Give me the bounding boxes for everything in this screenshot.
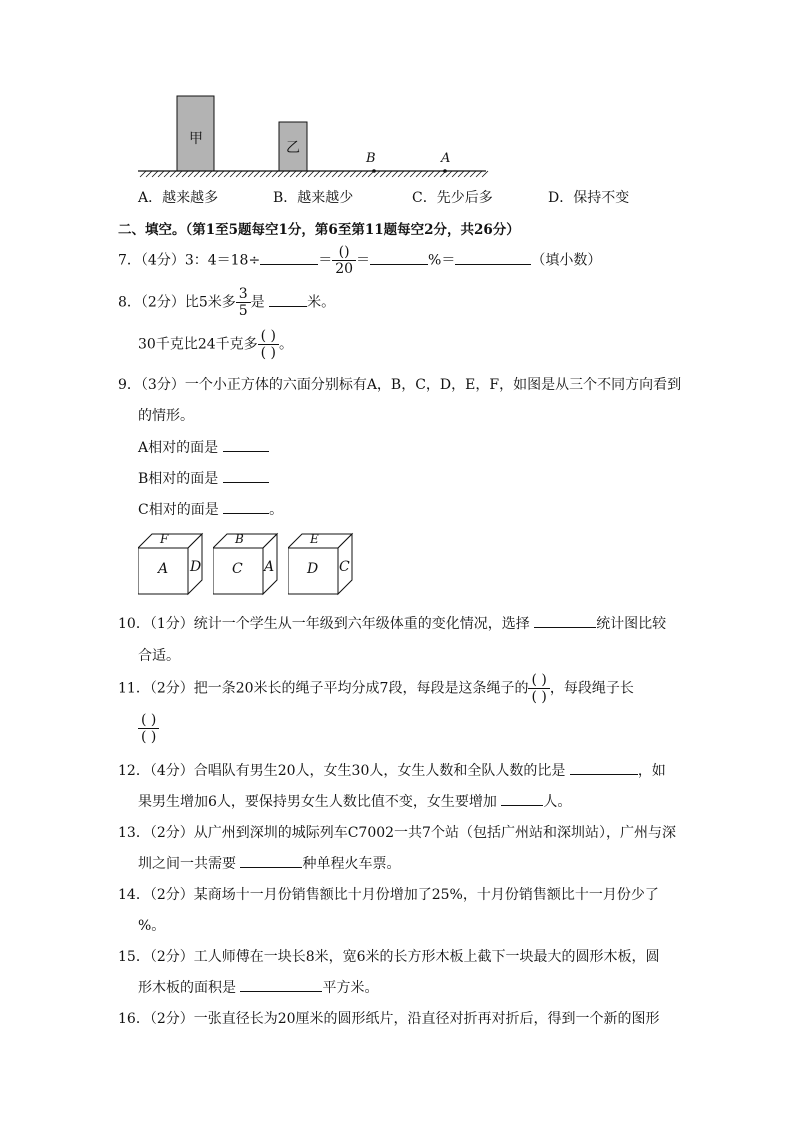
ground-hatching <box>140 171 488 177</box>
hatch-line <box>230 171 236 177</box>
q8-line2-num[interactable]: ( ) <box>258 328 279 345</box>
hatch-line <box>284 171 290 177</box>
question-8-line-1 <box>118 286 335 319</box>
hatch-line <box>344 171 350 177</box>
q13-line-1: 13．（2分）从广州到深圳的城际列车C7002一共7个站（包括广州站和深圳站），广州与深 <box>118 825 676 841</box>
q11-fraction-1 <box>528 672 549 705</box>
q12-line2-suffix: 人。 <box>543 794 572 810</box>
hatch-line <box>140 171 146 177</box>
q12-line-2 <box>138 791 571 811</box>
q13-blank[interactable] <box>240 853 302 868</box>
q11-fraction-2 <box>138 712 159 745</box>
point-a-label: A <box>441 151 451 166</box>
cube-2 <box>213 532 279 600</box>
q12-blank-2[interactable] <box>501 791 543 806</box>
hatch-line <box>338 171 344 177</box>
hatch-line <box>194 171 200 177</box>
hatch-line <box>434 171 440 177</box>
hatch-line <box>428 171 434 177</box>
hatch-line <box>236 171 242 177</box>
hatch-line <box>362 171 368 177</box>
hatch-line <box>398 171 404 177</box>
q12-line2-prefix: 果男生增加6人，要保持男女生人数比值不变，女生要增加 <box>138 794 497 810</box>
hatch-line <box>452 171 458 177</box>
hatch-line <box>176 171 182 177</box>
q8-blank-1[interactable] <box>269 292 307 307</box>
q7-frac-num[interactable]: () <box>332 244 356 261</box>
q15-line2-suffix: 平方米。 <box>322 980 379 996</box>
q9-c-face-end: 。 <box>269 502 284 518</box>
hatch-line <box>326 171 332 177</box>
q12-suffix: ，如 <box>637 763 666 779</box>
hatch-line <box>296 171 302 177</box>
hatch-line <box>314 171 320 177</box>
hatch-line <box>350 171 356 177</box>
hatch-line <box>146 171 152 177</box>
cube-2-side: A <box>264 559 275 575</box>
cube-3 <box>288 532 354 600</box>
hatch-line <box>278 171 284 177</box>
hatch-line <box>200 171 206 177</box>
q13-line2-suffix: 种单程火车票。 <box>302 856 401 872</box>
q11-frac1-num[interactable]: ( ) <box>528 672 549 689</box>
q10-line-1 <box>118 613 666 633</box>
q10-prefix: 10．（1分）统计一个学生从一年级到六年级体重的变化情况，选择 <box>118 616 530 632</box>
cube-1-front: A <box>158 561 169 577</box>
hatch-line <box>290 171 296 177</box>
q6-figure <box>130 90 500 180</box>
cube-2-top: B <box>235 532 244 546</box>
hatch-line <box>422 171 428 177</box>
q15-line-2 <box>138 977 378 997</box>
block-yi-label: 乙 <box>286 140 300 156</box>
hatch-line <box>386 171 392 177</box>
hatch-line <box>308 171 314 177</box>
q8-unit: 米。 <box>307 294 336 311</box>
question-8-line-2 <box>138 328 293 361</box>
q9-a-face <box>138 437 269 457</box>
q7-suffix: （填小数） <box>531 252 602 269</box>
hatch-line <box>224 171 230 177</box>
q8-frac-num: 3 <box>236 286 251 303</box>
cube-2-front: C <box>232 561 243 577</box>
q9-line-1: 9．（3分）一个小正方体的六面分别标有A，B，C，D，E，F，如图是从三个不同方向看到 <box>118 377 682 393</box>
q10-suffix: 统计图比较 <box>596 616 667 632</box>
q10-line-2: 合适。 <box>138 648 180 664</box>
q11-frac2-num[interactable]: ( ) <box>138 712 159 729</box>
hatch-line <box>242 171 248 177</box>
q11-line-1 <box>118 672 634 705</box>
hatch-line <box>266 171 272 177</box>
hatch-line <box>356 171 362 177</box>
q7-pct: %＝ <box>428 252 456 269</box>
q9-a-face-blank[interactable] <box>223 437 269 452</box>
q9-a-face-label: A相对的面是 <box>138 440 219 456</box>
q11-prefix: 11．（2分）把一条20米长的绳子平均分成7段，每段是这条绳子的 <box>118 680 529 697</box>
q9-c-face <box>138 499 283 519</box>
q12-line-1 <box>118 760 666 780</box>
cube-1-top: F <box>160 532 169 546</box>
hatch-line <box>446 171 452 177</box>
hatch-line <box>410 171 416 177</box>
point-a-marker <box>443 169 447 173</box>
hatch-line <box>272 171 278 177</box>
q9-c-face-label: C相对的面是 <box>138 502 219 518</box>
q11-suffix: ，每段绳子长 <box>549 680 634 697</box>
q8-mid: 是 <box>250 294 265 311</box>
hatch-line <box>320 171 326 177</box>
hatch-line <box>170 171 176 177</box>
point-b-label: B <box>366 151 376 166</box>
q7-blank-1[interactable] <box>260 250 318 265</box>
hatch-line <box>164 171 170 177</box>
hatch-line <box>404 171 410 177</box>
q7-fraction <box>332 244 356 277</box>
q8-line2-end: 。 <box>279 336 294 353</box>
q8-line2-fraction <box>258 328 279 361</box>
hatch-line <box>206 171 212 177</box>
hatch-line <box>458 171 464 177</box>
hatch-line <box>212 171 218 177</box>
hatch-line <box>464 171 470 177</box>
q16-line-1: 16．（2分）一张直径长为20厘米的圆形纸片，沿直径对折再对折后，得到一个新的图形 <box>118 1011 660 1027</box>
q8-frac-den: 5 <box>238 303 248 319</box>
hatch-line <box>302 171 308 177</box>
q8-line2-prefix: 30千克比24千克多 <box>138 336 258 353</box>
hatch-line <box>188 171 194 177</box>
block-jia-label: 甲 <box>189 131 203 147</box>
q12-prefix: 12．（4分）合唱队有男生20人，女生30人，女生人数和全队人数的比是 <box>118 763 566 779</box>
hatch-line <box>482 171 488 177</box>
q14-line-2: %。 <box>138 918 166 934</box>
q9-b-face-label: B相对的面是 <box>138 471 219 487</box>
q11-frac1-den[interactable]: ( ) <box>531 689 547 705</box>
cube-1 <box>138 532 204 600</box>
cube-3-front: D <box>307 561 319 577</box>
hatch-line <box>218 171 224 177</box>
hatch-line <box>380 171 386 177</box>
q11-frac2-den[interactable]: ( ) <box>141 729 157 745</box>
hatch-line <box>182 171 188 177</box>
hatch-line <box>248 171 254 177</box>
q7-eq2: ＝ <box>356 252 371 269</box>
hatch-line <box>332 171 338 177</box>
q13-line2-prefix: 圳之间一共需要 <box>138 856 236 872</box>
q15-line2-prefix: 形木板的面积是 <box>138 980 236 996</box>
q7-blank-2[interactable] <box>370 250 428 265</box>
hatch-line <box>260 171 266 177</box>
q7-frac-den: 20 <box>335 261 354 277</box>
q9-b-face <box>138 468 269 488</box>
q14-line-1: 14．（2分）某商场十一月份销售额比十月份增加了25%，十月份销售额比十一月份少了 <box>118 887 659 903</box>
q7-prefix: 7．（4分）3：4＝18÷ <box>118 252 261 269</box>
cube-3-top: E <box>310 532 319 546</box>
q7-eq1: ＝ <box>318 252 333 269</box>
q9-c-face-blank[interactable] <box>223 499 269 514</box>
q8-fraction <box>236 286 251 319</box>
q6-option-d[interactable]: D．保持不变 <box>548 190 630 206</box>
point-b-marker <box>372 169 376 173</box>
q15-line-1: 15．（2分）工人师傅在一块长8米，宽6米的长方形木板上截下一块最大的圆形木板，圆 <box>118 949 660 965</box>
q6-option-c[interactable]: C．先少后多 <box>412 190 493 206</box>
q10-blank[interactable] <box>534 613 596 628</box>
hatch-line <box>254 171 260 177</box>
q11-line-2 <box>138 712 159 745</box>
q13-line-2 <box>138 853 400 873</box>
q6-option-b[interactable]: B．越来越少 <box>273 190 354 206</box>
q12-blank-1[interactable] <box>570 760 638 775</box>
hatch-line <box>392 171 398 177</box>
question-7 <box>118 244 601 277</box>
cube-3-side: C <box>339 559 350 575</box>
q9-b-face-blank[interactable] <box>223 468 269 483</box>
section-2-title: 二、填空。（第1至5题每空1分，第6至第11题每空2分，共26分） <box>118 222 520 238</box>
q7-blank-3[interactable] <box>455 250 531 265</box>
cube-1-side: D <box>190 559 202 575</box>
q15-blank[interactable] <box>240 977 322 992</box>
q9-line-2: 的情形。 <box>138 408 194 424</box>
hatch-line <box>158 171 164 177</box>
q8-prefix: 8．（2分）比5米多 <box>118 294 236 311</box>
hatch-line <box>476 171 482 177</box>
hatch-line <box>416 171 422 177</box>
hatch-line <box>470 171 476 177</box>
q8-line2-den[interactable]: ( ) <box>260 345 277 361</box>
hatch-line <box>152 171 158 177</box>
q6-option-a[interactable]: A．越来越多 <box>138 190 219 206</box>
